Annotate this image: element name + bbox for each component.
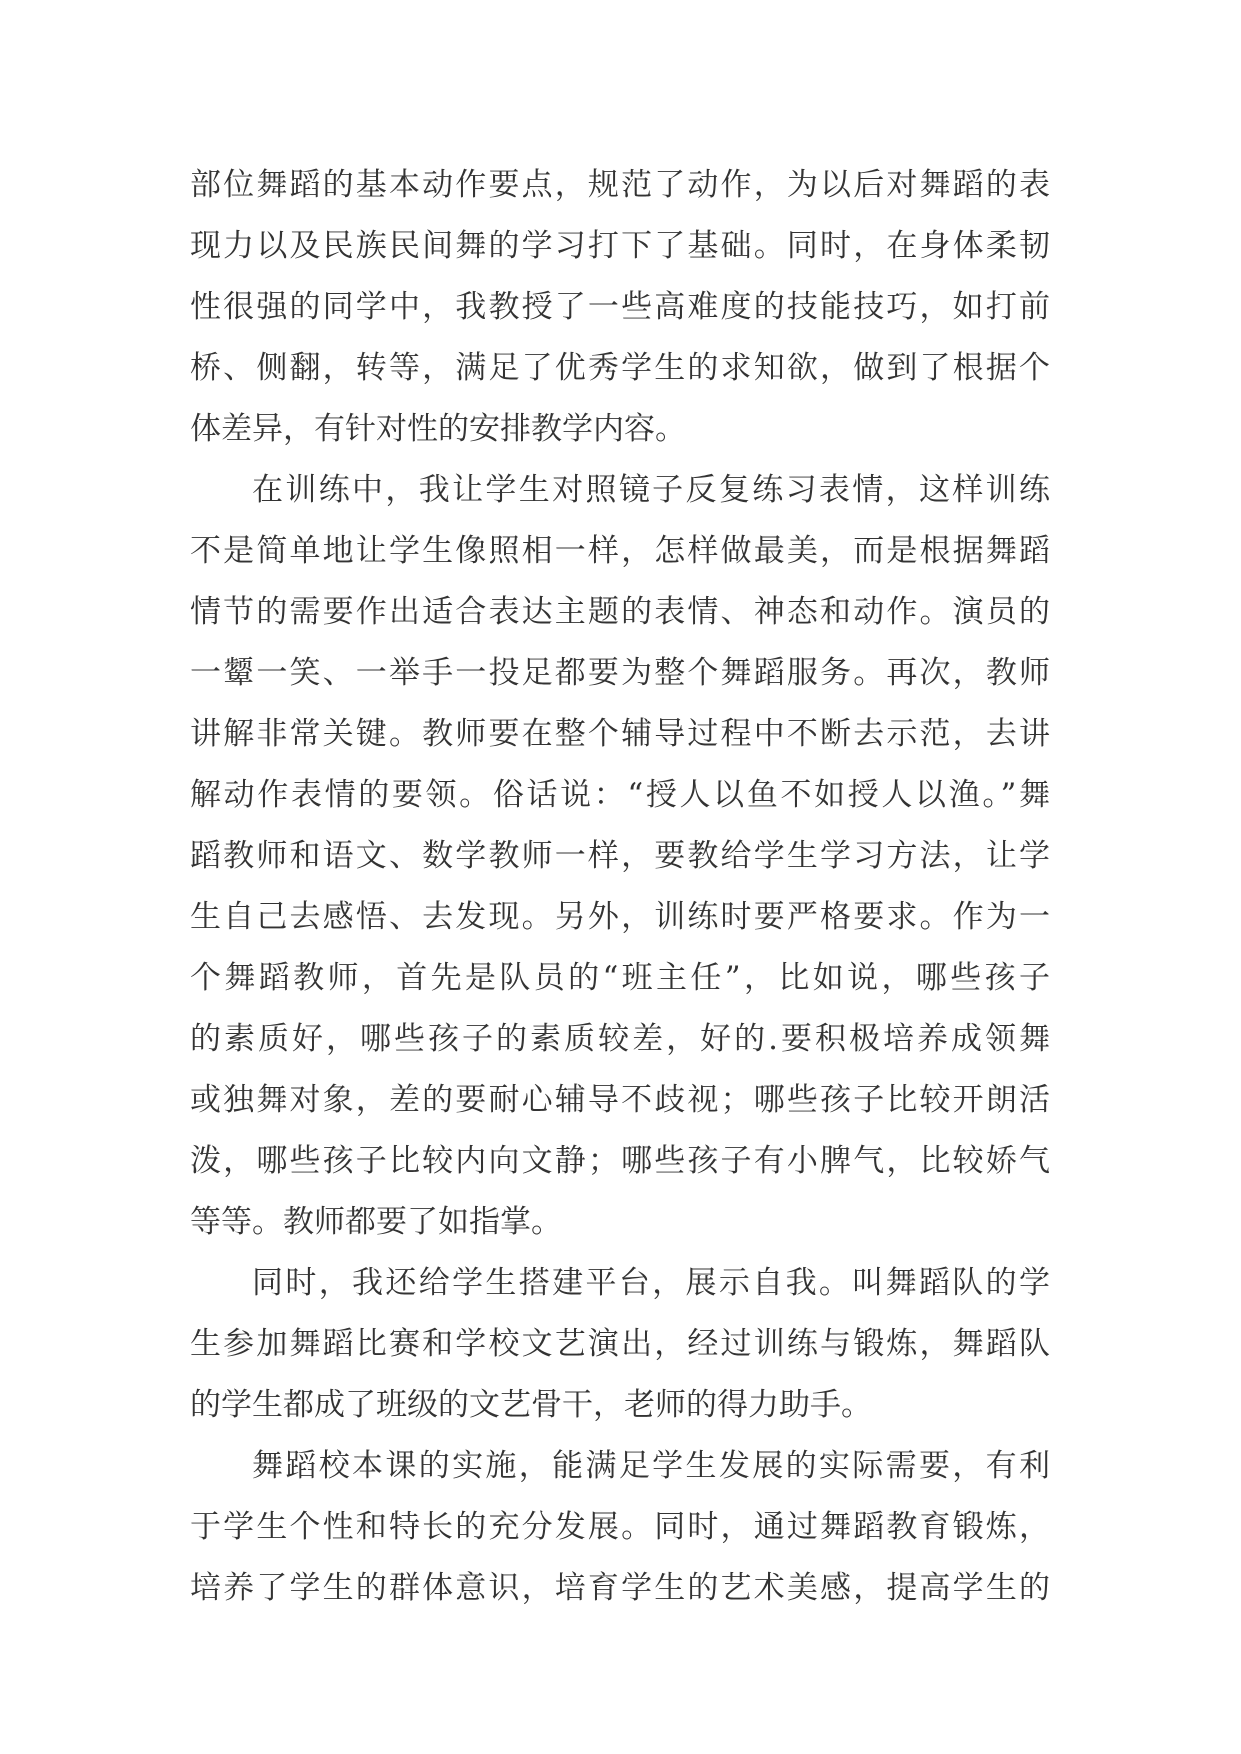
text-line: 桥、侧翻，转等，满足了优秀学生的求知欲，做到了根据个: [190, 350, 1050, 386]
text-line: 不是简单地让学生像照相一样，怎样做最美，而是根据舞蹈: [190, 533, 1050, 569]
text-line: 培养了学生的群体意识，培育学生的艺术美感，提高学生的: [190, 1570, 1050, 1606]
text-line: 性很强的同学中，我教授了一些高难度的技能技巧，如打前: [190, 289, 1050, 325]
text-line: 生自己去感悟、去发现。另外，训练时要严格要求。作为一: [190, 899, 1050, 935]
text-line: 于学生个性和特长的充分发展。同时，通过舞蹈教育锻炼，: [190, 1509, 1050, 1545]
paragraph-first-line: 在训练中，我让学生对照镜子反复练习表情，这样训练: [252, 472, 1050, 508]
text-line: 讲解非常关键。教师要在整个辅导过程中不断去示范，去讲: [190, 716, 1050, 752]
text-line: 的学生都成了班级的文艺骨干，老师的得力助手。: [190, 1387, 872, 1423]
text-line: 现力以及民族民间舞的学习打下了基础。同时，在身体柔韧: [190, 228, 1050, 264]
text-line: 体差异，有针对性的安排教学内容。: [190, 411, 686, 447]
text-line: 个舞蹈教师，首先是队员的“班主任”，比如说，哪些孩子: [190, 960, 1050, 996]
text-line: 或独舞对象，差的要耐心辅导不歧视；哪些孩子比较开朗活: [190, 1082, 1050, 1118]
paragraph-first-line: 舞蹈校本课的实施，能满足学生发展的实际需要，有利: [252, 1448, 1050, 1484]
document-body: [190, 155, 1050, 1619]
text-line: 部位舞蹈的基本动作要点，规范了动作，为以后对舞蹈的表: [190, 167, 1050, 203]
text-line: 一颦一笑、一举手一投足都要为整个舞蹈服务。再次，教师: [190, 655, 1050, 691]
text-line: 情节的需要作出适合表达主题的表情、神态和动作。演员的: [190, 594, 1050, 630]
text-line: 蹈教师和语文、数学教师一样，要教给学生学习方法，让学: [190, 838, 1050, 874]
text-line: 泼，哪些孩子比较内向文静；哪些孩子有小脾气，比较娇气: [190, 1143, 1050, 1179]
text-line: 的素质好，哪些孩子的素质较差，好的.要积极培养成领舞: [190, 1021, 1050, 1057]
text-line: 解动作表情的要领。俗话说：“授人以鱼不如授人以渔。”舞: [190, 777, 1050, 813]
text-line: 生参加舞蹈比赛和学校文艺演出，经过训练与锻炼，舞蹈队: [190, 1326, 1050, 1362]
text-line: 等等。教师都要了如指掌。: [190, 1204, 562, 1240]
paragraph-first-line: 同时，我还给学生搭建平台，展示自我。叫舞蹈队的学: [252, 1265, 1050, 1301]
